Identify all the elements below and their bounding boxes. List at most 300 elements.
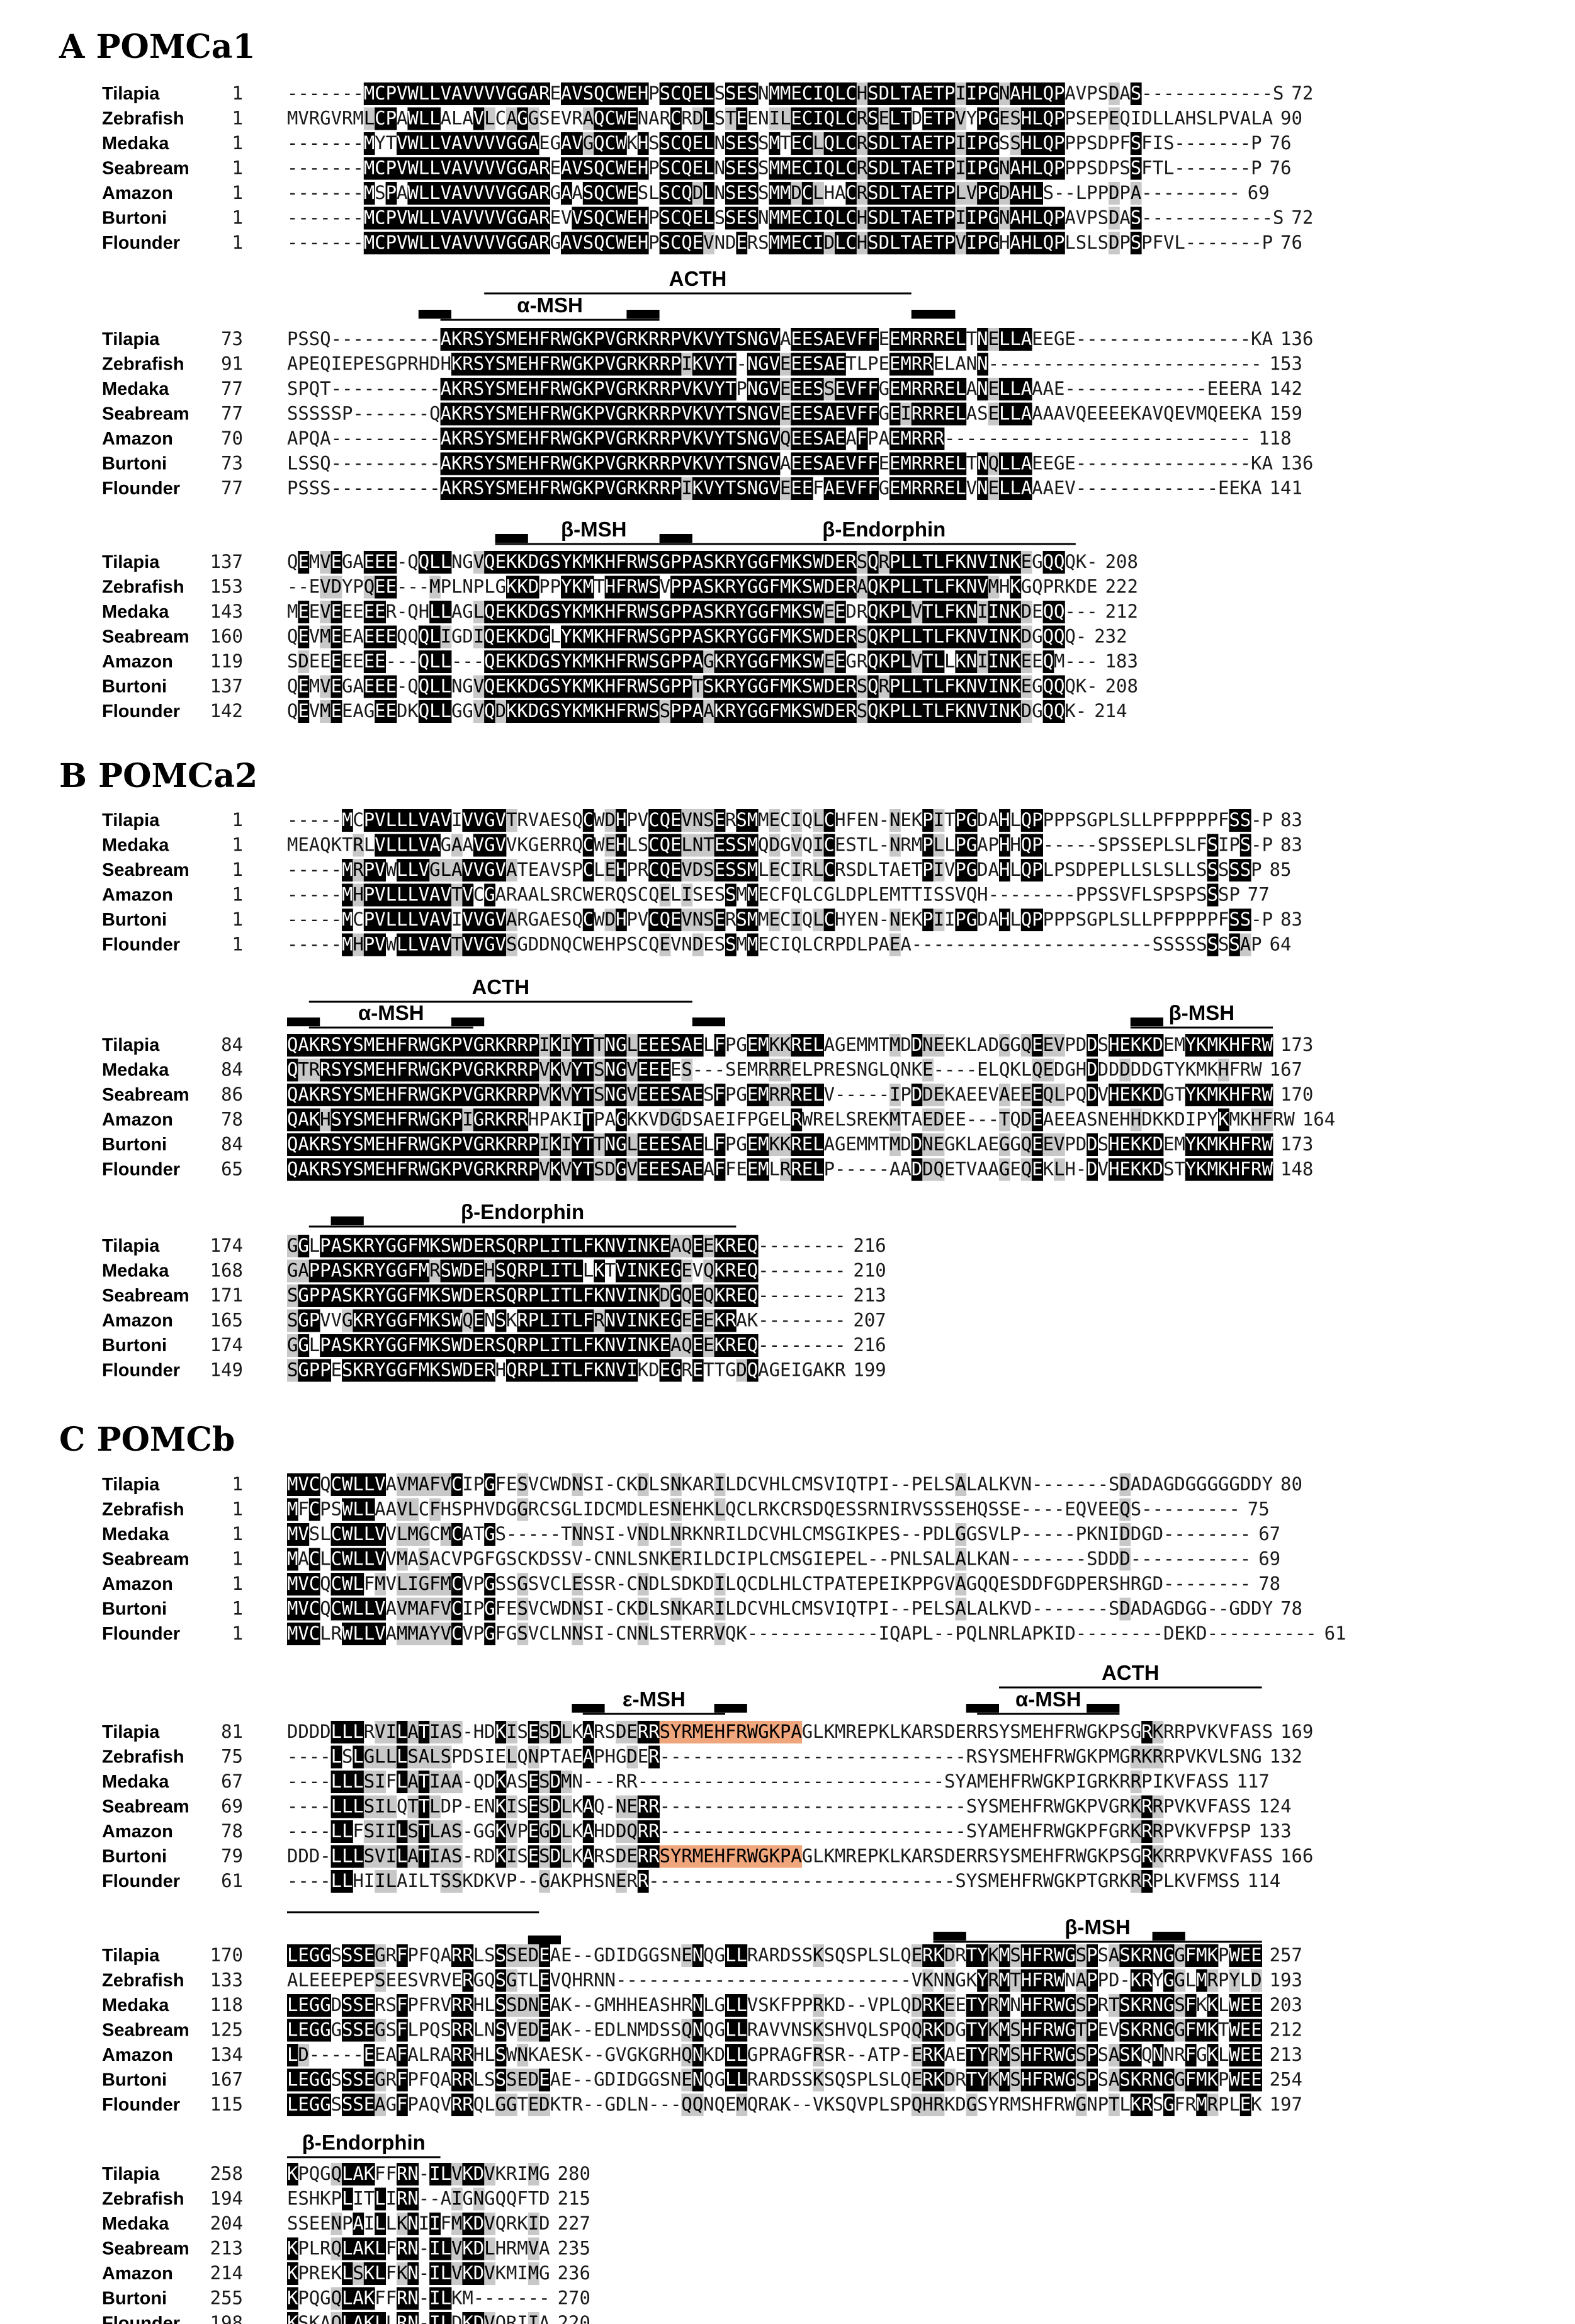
svg-text:G: G bbox=[758, 551, 769, 572]
svg-text:-: - bbox=[342, 207, 353, 229]
svg-text:Q: Q bbox=[1043, 700, 1054, 722]
svg-text:A: A bbox=[1054, 403, 1064, 424]
svg-text:H: H bbox=[386, 1109, 397, 1130]
svg-text:A: A bbox=[528, 82, 539, 104]
svg-text:S: S bbox=[736, 328, 747, 349]
species-name: Seabream bbox=[102, 1550, 189, 1570]
svg-text:V: V bbox=[572, 207, 582, 229]
svg-text:V: V bbox=[638, 809, 648, 830]
svg-text:Q: Q bbox=[802, 909, 813, 930]
domain-label: α-MSH bbox=[358, 1001, 424, 1024]
svg-text:-: - bbox=[1207, 428, 1218, 449]
svg-text:C: C bbox=[802, 232, 813, 253]
svg-text:S: S bbox=[802, 551, 813, 572]
alignment-row bbox=[102, 859, 1292, 881]
svg-text:V: V bbox=[495, 157, 506, 179]
svg-text:K: K bbox=[506, 700, 517, 722]
alignment-row bbox=[102, 1059, 1302, 1082]
svg-text:L: L bbox=[407, 934, 418, 955]
svg-text:A: A bbox=[451, 82, 462, 104]
svg-text:-: - bbox=[1196, 132, 1207, 154]
svg-text:L: L bbox=[703, 1133, 714, 1155]
svg-text:A: A bbox=[429, 834, 440, 856]
svg-text:H: H bbox=[638, 82, 648, 104]
svg-text:A: A bbox=[966, 403, 977, 424]
svg-text:L: L bbox=[1174, 859, 1185, 880]
species-name: Flounder bbox=[102, 479, 180, 499]
svg-text:G: G bbox=[736, 1084, 747, 1105]
sequence bbox=[287, 1034, 1273, 1057]
svg-text:Q: Q bbox=[1054, 601, 1064, 622]
svg-text:S: S bbox=[473, 378, 484, 399]
svg-text:K: K bbox=[1131, 1084, 1142, 1105]
svg-text:S: S bbox=[594, 1084, 604, 1105]
cleavage-site-marker bbox=[419, 310, 451, 319]
svg-text:L: L bbox=[429, 626, 440, 647]
svg-text:K: K bbox=[1196, 1159, 1207, 1180]
svg-text:E: E bbox=[944, 1159, 955, 1180]
svg-text:A: A bbox=[780, 328, 791, 349]
svg-text:E: E bbox=[1010, 1159, 1020, 1180]
svg-text:D: D bbox=[824, 676, 835, 697]
svg-text:N: N bbox=[462, 576, 473, 598]
svg-text:L: L bbox=[813, 132, 823, 154]
svg-text:K: K bbox=[955, 626, 966, 647]
end-position: 83 bbox=[1280, 909, 1302, 930]
svg-text:L: L bbox=[429, 551, 440, 572]
svg-text:S: S bbox=[473, 477, 484, 499]
svg-text:K: K bbox=[791, 676, 802, 697]
svg-text:A: A bbox=[561, 157, 572, 179]
svg-text:S: S bbox=[867, 108, 878, 129]
svg-text:D: D bbox=[1119, 1059, 1130, 1080]
svg-text:R: R bbox=[353, 834, 364, 856]
svg-text:G: G bbox=[572, 403, 582, 424]
svg-text:E: E bbox=[714, 834, 725, 856]
svg-text:-: - bbox=[714, 1059, 725, 1080]
svg-text:E: E bbox=[922, 108, 933, 129]
svg-text:L: L bbox=[813, 1084, 823, 1105]
svg-text:F: F bbox=[539, 453, 550, 474]
svg-text:T: T bbox=[900, 1109, 911, 1130]
svg-text:M: M bbox=[857, 1034, 867, 1055]
svg-text:D: D bbox=[1021, 601, 1032, 622]
svg-text:-: - bbox=[1240, 82, 1251, 104]
svg-text:L: L bbox=[900, 676, 911, 697]
svg-text:Q: Q bbox=[660, 834, 670, 856]
svg-text:H: H bbox=[999, 576, 1010, 598]
svg-text:M: M bbox=[758, 1133, 769, 1155]
svg-text:E: E bbox=[835, 551, 845, 572]
svg-text:I: I bbox=[966, 232, 977, 253]
svg-text:-: - bbox=[1196, 232, 1207, 253]
svg-text:K: K bbox=[1196, 1084, 1207, 1105]
svg-text:C: C bbox=[780, 859, 791, 880]
sequence bbox=[287, 232, 1273, 254]
svg-text:K: K bbox=[626, 1109, 638, 1130]
svg-text:V: V bbox=[791, 834, 801, 856]
svg-text:E: E bbox=[342, 650, 353, 672]
svg-text:E: E bbox=[375, 700, 385, 722]
svg-text:K: K bbox=[495, 1109, 507, 1130]
svg-text:Q: Q bbox=[1021, 859, 1032, 880]
svg-text:R: R bbox=[462, 378, 473, 399]
svg-text:-: - bbox=[397, 453, 407, 474]
svg-text:D: D bbox=[495, 700, 506, 722]
svg-text:P: P bbox=[594, 378, 604, 399]
svg-text:F: F bbox=[845, 809, 856, 830]
svg-text:C: C bbox=[802, 207, 813, 229]
svg-text:E: E bbox=[342, 353, 353, 375]
species-name: Amazon bbox=[102, 652, 173, 672]
svg-text:A: A bbox=[1043, 1109, 1054, 1130]
svg-text:A: A bbox=[889, 1159, 900, 1180]
svg-text:A: A bbox=[287, 428, 298, 449]
svg-text:S: S bbox=[320, 477, 330, 499]
svg-text:L: L bbox=[1185, 859, 1196, 880]
start-position: 153 bbox=[210, 576, 243, 598]
svg-text:R: R bbox=[857, 182, 868, 203]
svg-text:E: E bbox=[692, 157, 703, 179]
svg-text:-: - bbox=[407, 378, 418, 399]
svg-text:E: E bbox=[1229, 477, 1239, 499]
svg-text:C: C bbox=[605, 157, 616, 179]
svg-text:R: R bbox=[1251, 1034, 1262, 1055]
svg-text:E: E bbox=[638, 1059, 648, 1080]
svg-text:V: V bbox=[484, 82, 495, 104]
svg-text:L: L bbox=[955, 378, 966, 399]
svg-text:D: D bbox=[879, 232, 889, 253]
svg-text:D: D bbox=[824, 551, 835, 572]
svg-text:S: S bbox=[626, 934, 637, 955]
svg-text:E: E bbox=[867, 1109, 878, 1130]
svg-text:H: H bbox=[1109, 1159, 1119, 1180]
svg-text:C: C bbox=[802, 82, 813, 104]
svg-text:V: V bbox=[681, 378, 692, 399]
svg-text:-: - bbox=[364, 378, 375, 399]
svg-text:H: H bbox=[1229, 1034, 1239, 1055]
start-position: 115 bbox=[210, 2094, 243, 2115]
svg-text:R: R bbox=[407, 1034, 419, 1055]
svg-text:C: C bbox=[670, 157, 681, 179]
svg-text:R: R bbox=[648, 378, 660, 399]
svg-text:A: A bbox=[1010, 182, 1020, 203]
alignment-row bbox=[102, 676, 1138, 698]
start-position: 119 bbox=[210, 650, 243, 672]
svg-text:-: - bbox=[375, 428, 385, 449]
svg-text:W: W bbox=[407, 157, 419, 179]
svg-text:H: H bbox=[419, 353, 429, 375]
svg-text:-: - bbox=[1131, 934, 1141, 955]
svg-text:M: M bbox=[583, 700, 594, 722]
svg-text:-: - bbox=[386, 328, 397, 349]
svg-text:E: E bbox=[714, 1109, 725, 1130]
svg-text:T: T bbox=[725, 403, 736, 424]
svg-text:Y: Y bbox=[714, 403, 725, 424]
svg-text:S: S bbox=[725, 182, 736, 203]
svg-text:E: E bbox=[835, 650, 845, 672]
svg-text:-: - bbox=[298, 132, 308, 154]
svg-text:E: E bbox=[1043, 1133, 1054, 1155]
svg-text:V: V bbox=[703, 378, 714, 399]
svg-text:C: C bbox=[670, 182, 681, 203]
svg-text:I: I bbox=[572, 1109, 582, 1130]
svg-text:H: H bbox=[1229, 1133, 1239, 1155]
svg-text:L: L bbox=[1032, 132, 1042, 154]
svg-text:E: E bbox=[758, 934, 769, 955]
svg-text:D: D bbox=[1087, 1084, 1097, 1105]
svg-text:E: E bbox=[879, 108, 889, 129]
svg-text:P: P bbox=[681, 626, 692, 647]
svg-text:A: A bbox=[1021, 453, 1032, 474]
svg-text:C: C bbox=[572, 934, 582, 955]
svg-text:S: S bbox=[1087, 1109, 1097, 1130]
svg-text:W: W bbox=[407, 82, 419, 104]
svg-text:Q: Q bbox=[1032, 576, 1042, 598]
svg-text:-: - bbox=[1153, 453, 1163, 474]
start-position: 174 bbox=[210, 1235, 243, 1256]
svg-text:E: E bbox=[1087, 403, 1097, 424]
svg-text:S: S bbox=[1185, 934, 1196, 955]
svg-text:K: K bbox=[594, 1235, 605, 1256]
start-position: 1 bbox=[232, 859, 243, 880]
svg-text:V: V bbox=[660, 576, 670, 598]
svg-text:A: A bbox=[1174, 108, 1185, 129]
svg-text:C: C bbox=[813, 934, 823, 955]
svg-text:C: C bbox=[780, 909, 791, 930]
svg-text:V: V bbox=[506, 834, 517, 856]
svg-text:R: R bbox=[922, 328, 934, 349]
svg-text:L: L bbox=[429, 676, 440, 697]
svg-text:-: - bbox=[429, 453, 440, 474]
svg-text:Y: Y bbox=[375, 1235, 385, 1256]
svg-text:G: G bbox=[517, 132, 528, 154]
svg-text:R: R bbox=[1240, 1059, 1251, 1080]
svg-text:S: S bbox=[813, 403, 823, 424]
svg-text:-: - bbox=[1218, 157, 1229, 179]
svg-text:K: K bbox=[1251, 328, 1262, 349]
svg-text:L: L bbox=[397, 909, 407, 930]
svg-text:V: V bbox=[484, 132, 495, 154]
svg-text:Q: Q bbox=[309, 378, 320, 399]
svg-text:D: D bbox=[605, 909, 616, 930]
svg-text:A: A bbox=[572, 182, 582, 203]
species-name: Flounder bbox=[102, 233, 180, 253]
svg-text:G: G bbox=[747, 676, 758, 697]
svg-text:D: D bbox=[845, 934, 856, 955]
svg-text:Q: Q bbox=[1163, 403, 1174, 424]
svg-text:L: L bbox=[934, 551, 944, 572]
svg-text:P: P bbox=[1196, 809, 1207, 830]
svg-text:V: V bbox=[441, 157, 451, 179]
svg-text:T: T bbox=[1174, 1084, 1185, 1105]
svg-text:R: R bbox=[517, 809, 528, 830]
svg-text:K: K bbox=[714, 650, 726, 672]
svg-text:H: H bbox=[605, 650, 616, 672]
species-name: Zebrafish bbox=[102, 1971, 184, 1991]
species-name: Tilapia bbox=[102, 1946, 160, 1966]
svg-text:K: K bbox=[451, 378, 463, 399]
svg-text:L: L bbox=[1109, 809, 1119, 830]
svg-text:C: C bbox=[495, 108, 506, 129]
svg-text:E: E bbox=[626, 182, 637, 203]
svg-text:K: K bbox=[912, 909, 923, 930]
alignment-row bbox=[102, 428, 1292, 450]
svg-text:R: R bbox=[1273, 1109, 1284, 1130]
svg-text:-: - bbox=[342, 132, 353, 154]
svg-text:S: S bbox=[1229, 809, 1239, 830]
panel-title: B POMCa2 bbox=[59, 757, 257, 795]
svg-text:L: L bbox=[912, 676, 922, 697]
svg-text:T: T bbox=[955, 1159, 966, 1180]
svg-text:K: K bbox=[692, 353, 704, 375]
svg-text:K: K bbox=[331, 834, 342, 856]
species-name: Seabream bbox=[102, 627, 189, 647]
svg-text:-: - bbox=[342, 378, 353, 399]
svg-text:L: L bbox=[1010, 909, 1020, 930]
svg-text:M: M bbox=[747, 884, 758, 905]
svg-text:F: F bbox=[397, 1133, 407, 1155]
svg-text:P: P bbox=[670, 551, 681, 572]
svg-text:-: - bbox=[1207, 232, 1218, 253]
svg-text:A: A bbox=[1251, 378, 1262, 399]
svg-text:K: K bbox=[572, 551, 583, 572]
svg-text:P: P bbox=[889, 576, 900, 598]
svg-text:V: V bbox=[769, 403, 780, 424]
start-position: 1 bbox=[232, 157, 243, 179]
svg-text:K: K bbox=[692, 378, 704, 399]
svg-text:E: E bbox=[1064, 1109, 1075, 1130]
end-position: 72 bbox=[1291, 207, 1313, 229]
svg-text:F: F bbox=[867, 477, 878, 499]
svg-text:S: S bbox=[298, 477, 308, 499]
svg-text:G: G bbox=[572, 378, 582, 399]
svg-text:L: L bbox=[813, 1159, 823, 1180]
svg-text:T: T bbox=[845, 353, 856, 375]
svg-text:M: M bbox=[287, 834, 298, 856]
svg-text:-: - bbox=[309, 859, 320, 880]
svg-text:G: G bbox=[429, 1133, 440, 1155]
svg-text:R: R bbox=[648, 428, 660, 449]
svg-text:-: - bbox=[342, 182, 353, 203]
svg-text:E: E bbox=[802, 453, 813, 474]
svg-text:C: C bbox=[670, 82, 681, 104]
svg-text:D: D bbox=[879, 132, 889, 154]
svg-text:G: G bbox=[1021, 576, 1032, 598]
svg-text:R: R bbox=[407, 353, 419, 375]
svg-text:G: G bbox=[660, 626, 670, 647]
svg-text:R: R bbox=[660, 428, 671, 449]
svg-text:A: A bbox=[561, 182, 572, 203]
svg-text:S: S bbox=[561, 809, 572, 830]
svg-text:R: R bbox=[660, 477, 671, 499]
svg-text:S: S bbox=[867, 182, 878, 203]
svg-text:H: H bbox=[616, 859, 626, 880]
svg-text:-: - bbox=[1076, 328, 1087, 349]
svg-text:S: S bbox=[583, 232, 594, 253]
svg-text:S: S bbox=[583, 182, 594, 203]
svg-text:V: V bbox=[769, 477, 780, 499]
svg-text:G: G bbox=[473, 1109, 484, 1130]
svg-text:V: V bbox=[484, 157, 495, 179]
svg-text:A: A bbox=[681, 1159, 692, 1180]
svg-text:E: E bbox=[736, 1159, 747, 1180]
species-name: Zebrafish bbox=[102, 577, 184, 598]
svg-text:H: H bbox=[616, 834, 626, 856]
alignment-row bbox=[102, 2044, 1302, 2066]
svg-text:P: P bbox=[977, 108, 988, 129]
svg-text:-: - bbox=[1163, 182, 1174, 203]
svg-text:C: C bbox=[845, 232, 856, 253]
svg-text:R: R bbox=[780, 1059, 791, 1080]
svg-text:Q: Q bbox=[1021, 834, 1032, 856]
svg-text:R: R bbox=[857, 650, 868, 672]
svg-text:-: - bbox=[1054, 428, 1064, 449]
svg-text:Q: Q bbox=[867, 700, 878, 722]
species-name: Amazon bbox=[102, 2045, 173, 2065]
svg-text:S: S bbox=[638, 834, 648, 856]
svg-text:A: A bbox=[879, 428, 889, 449]
end-position: 254 bbox=[1270, 2069, 1302, 2090]
svg-text:A: A bbox=[988, 909, 999, 930]
svg-text:E: E bbox=[780, 353, 791, 375]
svg-text:R: R bbox=[506, 1109, 517, 1130]
svg-text:H: H bbox=[528, 353, 539, 375]
start-position: 174 bbox=[210, 1334, 243, 1356]
svg-text:A: A bbox=[977, 834, 988, 856]
svg-text:K: K bbox=[1010, 626, 1021, 647]
svg-text:E: E bbox=[1119, 403, 1130, 424]
svg-text:Q: Q bbox=[287, 1159, 298, 1180]
svg-text:P: P bbox=[1054, 207, 1064, 229]
svg-text:E: E bbox=[1174, 403, 1185, 424]
svg-text:R: R bbox=[626, 403, 638, 424]
svg-text:V: V bbox=[681, 428, 692, 449]
svg-text:S: S bbox=[736, 477, 747, 499]
svg-text:-: - bbox=[1240, 453, 1251, 474]
start-position: 165 bbox=[210, 1310, 243, 1331]
svg-text:-: - bbox=[353, 328, 363, 349]
svg-text:M: M bbox=[506, 477, 517, 499]
svg-text:Y: Y bbox=[1174, 1059, 1185, 1080]
svg-text:Q: Q bbox=[867, 576, 878, 598]
svg-text:P: P bbox=[1174, 809, 1185, 830]
start-position: 133 bbox=[210, 1970, 243, 1991]
svg-text:Q: Q bbox=[934, 1159, 944, 1180]
svg-text:S: S bbox=[550, 676, 561, 697]
svg-text:E: E bbox=[769, 859, 780, 880]
svg-text:D: D bbox=[1087, 1034, 1097, 1055]
svg-text:E: E bbox=[791, 157, 801, 179]
svg-text:E: E bbox=[626, 82, 637, 104]
svg-text:E: E bbox=[495, 626, 506, 647]
svg-text:E: E bbox=[802, 428, 813, 449]
alignment-row bbox=[102, 2213, 590, 2235]
svg-text:A: A bbox=[298, 1084, 308, 1105]
species-name: Burtoni bbox=[102, 454, 167, 474]
svg-text:T: T bbox=[1153, 157, 1163, 179]
svg-text:V: V bbox=[462, 207, 473, 229]
svg-text:-: - bbox=[287, 132, 298, 154]
svg-text:G: G bbox=[484, 934, 495, 955]
svg-text:S: S bbox=[1196, 859, 1207, 880]
svg-text:V: V bbox=[681, 809, 692, 830]
svg-text:V: V bbox=[977, 626, 988, 647]
svg-text:S: S bbox=[867, 157, 878, 179]
svg-text:-: - bbox=[966, 934, 977, 955]
svg-text:V: V bbox=[681, 453, 692, 474]
svg-text:L: L bbox=[429, 232, 440, 253]
